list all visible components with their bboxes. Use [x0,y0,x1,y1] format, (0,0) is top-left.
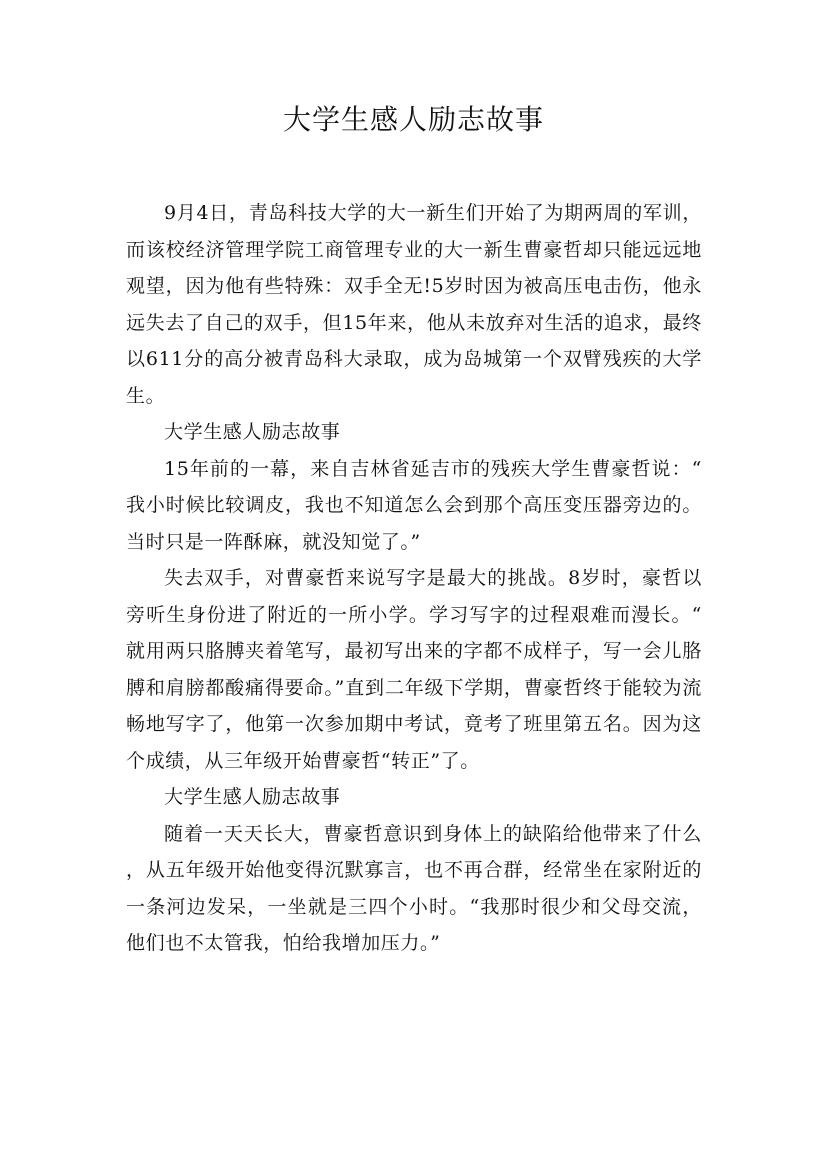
paragraph-subheading: 大学生感人励志故事 [164,786,341,808]
paragraph-growing-up: 随着一天天长大，曹豪哲意识到身体上的缺陷给他带来了什么，从五年级开始他变得沉默寡言，也不再合群，经常坐在家附近的一条河边发呆，一坐就是三四个小时。“我那时很少和父母交流，他们也不太管我，怕给我增加压力。” [126,822,702,954]
paragraph-subheading: 大学生感人励志故事 [164,421,341,443]
paragraph-writing: 失去双手，对曹豪哲来说写字是最大的挑战。8岁时，豪哲以旁听生身份进了附近的一所小学。学习写字的过程艰难而漫长。“就用两只胳膊夹着笔写，最初写出来的字都不成样子，写一会儿胳膊和肩膀都酸痛得要命。”直到二年级下学期，曹豪哲终于能较为流畅地写字了，他第一次参加期中考试，竟考了班里第五名。因为这个成绩，从三年级开始曹豪哲“转正”了。 [126,567,702,772]
paragraph-accident: 15年前的一幕，来自吉林省延吉市的残疾大学生曹豪哲说：“我小时候比较调皮，我也不知道怎么会到那个高压变压器旁边的。当时只是一阵酥麻，就没知觉了。” [126,457,702,553]
document-body [126,195,702,962]
document-title: 大学生感人励志故事 [282,103,544,136]
paragraph-intro: 9月4日，青岛科技大学的大一新生们开始了为期两周的军训，而该校经济管理学院工商管理专业的大一新生曹豪哲却只能远远地观望，因为他有些特殊：双手全无!5岁时因为被高压电击伤，他永远失去了自己的双手，但15年来，他从未放弃对生活的追求，最终以611分的高分被青岛科大录取，成为岛城第一个双臂残疾的大学生。 [126,202,702,407]
